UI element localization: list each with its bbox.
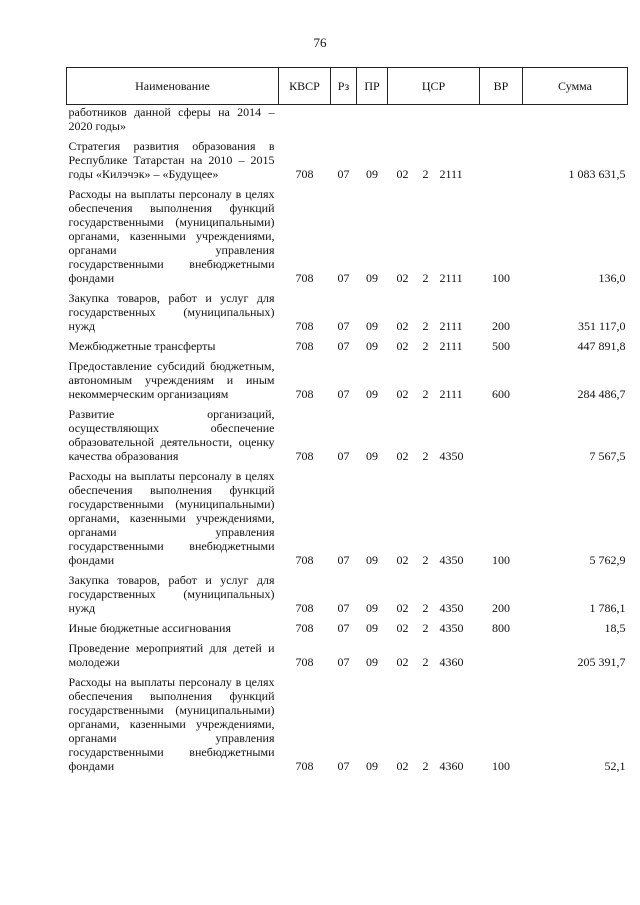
header-name: Наименование	[67, 68, 279, 105]
row-name: Межбюджетные трансферты	[68, 339, 216, 353]
table-row	[67, 137, 628, 185]
row-vr	[480, 639, 523, 673]
table-body	[67, 105, 628, 778]
row-pr: 09	[366, 621, 378, 635]
table-row	[67, 467, 628, 571]
header-vr: ВР	[480, 68, 523, 105]
row-kvsr: 708	[295, 339, 314, 353]
row-csr-subprogram: 2	[422, 319, 429, 333]
row-rz: 07	[337, 339, 350, 353]
row-vr: 500	[492, 339, 511, 353]
row-csr-code: 4350	[439, 601, 464, 615]
row-pr: 09	[366, 319, 378, 333]
row-sum	[523, 105, 628, 138]
row-sum: 52,1	[604, 759, 626, 773]
row-vr	[480, 405, 523, 467]
row-vr: 100	[492, 553, 511, 567]
row-rz: 07	[337, 759, 350, 773]
row-name: работников данной сферы на 2014 – 2020 годы»	[68, 105, 275, 133]
row-csr-code: 4350	[439, 621, 464, 635]
row-csr-program	[388, 105, 418, 138]
row-sum: 136,0	[598, 271, 626, 285]
row-csr-subprogram: 2	[422, 271, 429, 285]
header-kvsr: КВСР	[279, 68, 331, 105]
row-name: Расходы на выплаты персоналу в целях обеспечения выполнения функций государственными (муниципальными) органами, казенными учреждениями, органами управления государственными внебюджетными фондами	[68, 187, 275, 285]
row-name: Закупка товаров, работ и услуг для государственных (муниципальных) нужд	[68, 291, 275, 333]
row-csr-subprogram: 2	[422, 387, 429, 401]
row-vr: 100	[492, 759, 511, 773]
row-name: Стратегия развития образования в Республике Татарстан на 2010 – 2015 годы «Килэчэк» – «Будущее»	[68, 139, 275, 181]
row-csr-code: 2111	[439, 319, 463, 333]
row-kvsr	[279, 105, 331, 138]
row-sum: 447 891,8	[577, 339, 626, 353]
table-header	[67, 68, 628, 105]
row-csr-code: 4360	[439, 759, 464, 773]
row-pr: 09	[366, 271, 378, 285]
row-csr-program: 02	[396, 601, 409, 615]
row-csr-code: 2111	[439, 339, 463, 353]
row-rz	[331, 105, 357, 138]
table-row	[67, 619, 628, 639]
row-kvsr: 708	[295, 621, 314, 635]
row-name: Расходы на выплаты персоналу в целях обеспечения выполнения функций государственными (муниципальными) органами, казенными учреждениями, органами управления государственными внебюджетными фондами	[68, 675, 275, 773]
row-name: Иные бюджетные ассигнования	[68, 621, 231, 635]
row-rz: 07	[337, 319, 350, 333]
row-csr-code: 4350	[439, 553, 464, 567]
table-row	[67, 289, 628, 337]
row-csr-subprogram	[418, 105, 434, 138]
row-rz: 07	[337, 387, 350, 401]
row-kvsr: 708	[295, 167, 314, 181]
table-row	[67, 337, 628, 357]
row-vr: 600	[492, 387, 511, 401]
table-row	[67, 185, 628, 289]
row-pr: 09	[366, 167, 378, 181]
row-csr-subprogram: 2	[422, 449, 429, 463]
row-pr: 09	[366, 601, 378, 615]
row-name: Расходы на выплаты персоналу в целях обеспечения выполнения функций государственными (муниципальными) органами, казенными учреждениями, органами управления государственными внебюджетными фондами	[68, 469, 275, 567]
row-kvsr: 708	[295, 319, 314, 333]
row-csr-subprogram: 2	[422, 553, 429, 567]
row-vr: 200	[492, 319, 511, 333]
row-csr-subprogram: 2	[422, 339, 429, 353]
row-csr-program: 02	[396, 759, 409, 773]
row-rz: 07	[337, 553, 350, 567]
row-kvsr: 708	[295, 553, 314, 567]
page-number: 76	[313, 35, 327, 50]
row-kvsr: 708	[295, 759, 314, 773]
header-rz: Рз	[331, 68, 357, 105]
row-csr-program: 02	[396, 655, 409, 669]
row-csr-program: 02	[396, 167, 409, 181]
row-rz: 07	[337, 655, 350, 669]
header-pr: ПР	[357, 68, 388, 105]
row-kvsr: 708	[295, 449, 314, 463]
row-name: Развитие организаций, осуществляющих обеспечение образовательной деятельности, оценку качества образования	[68, 407, 275, 463]
row-rz: 07	[337, 271, 350, 285]
row-csr-code: 4360	[439, 655, 464, 669]
row-sum: 1 786,1	[589, 601, 626, 615]
row-kvsr: 708	[295, 387, 314, 401]
row-csr-code: 4350	[439, 449, 464, 463]
table-row	[67, 673, 628, 777]
row-csr-subprogram: 2	[422, 621, 429, 635]
row-name: Проведение мероприятий для детей и молодежи	[68, 641, 275, 669]
row-csr-program: 02	[396, 387, 409, 401]
row-vr: 200	[492, 601, 511, 615]
row-sum: 18,5	[604, 621, 626, 635]
row-sum: 7 567,5	[589, 449, 626, 463]
row-csr-program: 02	[396, 271, 409, 285]
row-csr-subprogram: 2	[422, 601, 429, 615]
row-rz: 07	[337, 449, 350, 463]
row-pr: 09	[366, 449, 378, 463]
row-rz: 07	[337, 621, 350, 635]
row-kvsr: 708	[295, 271, 314, 285]
row-csr-code: 2111	[439, 167, 463, 181]
row-csr-code: 2111	[439, 387, 463, 401]
row-name: Закупка товаров, работ и услуг для государственных (муниципальных) нужд	[68, 573, 275, 615]
row-pr: 09	[366, 553, 378, 567]
row-rz: 07	[337, 167, 350, 181]
row-csr-program: 02	[396, 319, 409, 333]
row-kvsr: 708	[295, 601, 314, 615]
row-csr-program: 02	[396, 621, 409, 635]
row-pr: 09	[366, 339, 378, 353]
row-csr-subprogram: 2	[422, 167, 429, 181]
row-sum: 5 762,9	[589, 553, 626, 567]
row-csr-program: 02	[396, 339, 409, 353]
row-pr	[357, 105, 388, 138]
row-csr-program: 02	[396, 449, 409, 463]
row-vr	[480, 105, 523, 138]
row-sum: 351 117,0	[577, 319, 626, 333]
row-pr: 09	[366, 655, 378, 669]
row-csr-code: 2111	[439, 271, 463, 285]
table-row	[67, 639, 628, 673]
row-csr-code	[434, 105, 480, 138]
row-sum: 205 391,7	[577, 655, 626, 669]
row-sum: 284 486,7	[577, 387, 626, 401]
row-vr	[480, 137, 523, 185]
row-csr-program: 02	[396, 553, 409, 567]
table-row	[67, 357, 628, 405]
table-row	[67, 571, 628, 619]
row-csr-subprogram: 2	[422, 759, 429, 773]
row-pr: 09	[366, 759, 378, 773]
header-sum: Сумма	[523, 68, 628, 105]
row-rz: 07	[337, 601, 350, 615]
table-row	[67, 405, 628, 467]
header-csr: ЦСР	[388, 68, 480, 105]
budget-table	[66, 67, 628, 777]
row-name: Предоставление субсидий бюджетным, автономным учреждениям и иным некоммерческим организациям	[68, 359, 275, 401]
row-pr: 09	[366, 387, 378, 401]
row-vr: 800	[492, 621, 511, 635]
row-sum: 1 083 631,5	[568, 167, 626, 181]
row-vr: 100	[492, 271, 511, 285]
row-kvsr: 708	[295, 655, 314, 669]
row-csr-subprogram: 2	[422, 655, 429, 669]
table-row	[67, 105, 628, 138]
